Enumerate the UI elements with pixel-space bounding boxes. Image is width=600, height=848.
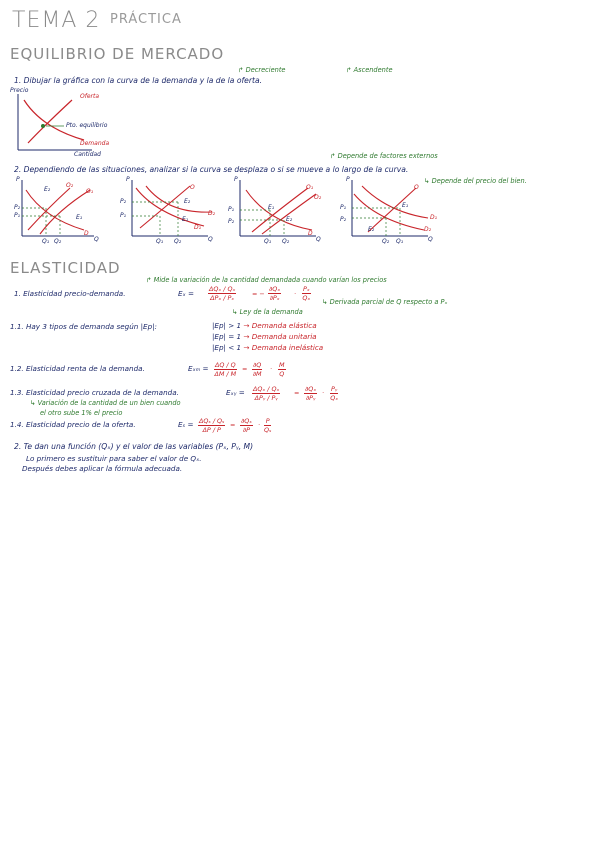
graph1-x-label: Cantidad [74,151,101,158]
annotation-otro-sube: el otro sube 1% el precio [40,409,123,417]
tipo-inelastica: |Ep| < 1 → Demanda inelástica [212,343,324,352]
annotation-variacion: ↳ Variación de la cantidad de un bien cuando [30,399,181,407]
item-1-2-E: Eₓₘ = [188,364,209,373]
item-1-2-dot: · [270,365,273,373]
item-1-3-derivative: $\frac{\text{∂Qₓ}}{\text{∂Pᵧ}}$ [305,385,317,402]
item-1-1-label: 1.1. Hay 3 tipos de demanda según |Ep|: [10,322,157,331]
graph-supply-decrease: P P₁ P₂ E₁ E₂ O₁ O₂ D Q₁ Q₂ Q [228,176,322,245]
equilibrium-point [41,124,45,128]
item-1-4-derivative: $\frac{\text{∂Qₛ}}{\partial P}$ [241,417,252,434]
annotation-derivada: ↳ Derivada parcial de Q respecto a Pₓ [322,298,448,306]
item-1-3-label: 1.3. Elasticidad precio cruzada de la demanda. [10,388,179,397]
item-1-dot: · [294,290,297,298]
annotation-factores: ↱ Depende de factores externos [330,152,438,160]
item-1-3-dot: · [322,389,325,397]
annotation-ley: ↳ Ley de la demanda [232,308,303,316]
graph1-oferta-label: Oferta [80,93,100,100]
item-1-4-equals: = [230,421,236,429]
graph-demand-decrease: P P₁ P₂ E₁ E₂ O D₁ D₂ Q₂ Q₁ Q [340,176,438,245]
graph-shift-supply: P P₂ P₁ E₂ E₁ O₂ O₁ D Q₁ Q₂ Q [14,176,99,245]
item-1-4-dot: · [258,421,261,429]
annotation-mide: ↱ Mide la variación de la cantidad demandada cuando varían los precios [146,276,387,284]
item-2-line2: Lo primero es sustituir para saber el valor de Qₓ. [26,454,202,463]
graph1-y-label: Precio [10,87,29,94]
item-2-line3: Después debes aplicar la fórmula adecuada. [22,464,183,473]
page-subtitle: PRÁCTICA [110,12,182,27]
item-1-3-fraction: $\frac{\text{ΔQₓ / Qₓ}}{\text{ΔPᵧ / Pᵧ}}$ [253,385,280,402]
item-1-2-label: 1.2. Elasticidad renta de la demanda. [10,364,145,373]
item-1-2-fraction: $\frac{\Delta Q / Q}{\Delta M / M}$ [214,361,237,378]
item-1-4-fraction: $\frac{\text{ΔQₛ / Qₛ}}{\Delta P / P}$ [199,417,225,434]
annotation-decreciente: ↱ Decreciente [238,66,286,74]
item-1-ratio: $\frac{\text{Pₓ}}{\text{Qₓ}}$ [302,285,311,302]
item-1-3-E: Eₓᵧ = [226,388,245,397]
item-1-fraction: $\frac{\text{ΔQₓ / Qₓ}}{\text{ΔPₓ / Pₓ}}$ [209,285,236,302]
section-heading-equilibrio: EQUILIBRIO DE MERCADO [10,45,225,63]
exercise-2-text: 2. Dependiendo de las situaciones, analizar si la curva se desplaza o si se mueve a lo largo de la curva. [14,165,409,174]
annotation-precio: ↳ Depende del precio del bien. [424,177,527,185]
item-1-4-E: Eₛ = [178,420,194,429]
item-1-label: 1. Elasticidad precio-demanda. [14,289,126,298]
graph-shift-demand: P P₂ P₁ E₂ E₁ O D₂ D₁ Q₁ Q₂ Q [120,176,216,245]
exercise-1-text: 1. Dibujar la gráfica con la curva de la demanda y la de la oferta. [14,76,263,85]
demand-curve [24,100,84,140]
item-1-2-ratio: $\frac{M}{Q}$ [279,361,285,378]
item-1-E: Eₓ = [178,289,195,298]
item-1-2-equals: = [242,365,248,373]
graph1-equilibrio-label: Pto. equilibrio [66,122,108,129]
tipo-elastica: |Ep| > 1 → Demanda elástica [212,321,317,330]
item-1-4-ratio: $\frac{P}{\text{Qₛ}}$ [264,417,272,434]
page-title: TEMA 2 [12,8,101,33]
item-1-equals: = − [252,290,265,298]
tipo-unitaria: |Ep| = 1 → Demanda unitaria [212,332,317,341]
section-heading-elasticidad: ELASTICIDAD [10,259,121,277]
item-1-4-label: 1.4. Elasticidad precio de la oferta. [10,420,136,429]
item-2-label: 2. Te dan una función (Qₓ) y el valor de las variables (Pₓ, Pᵧ, M) [14,442,254,451]
item-1-3-ratio: $\frac{\text{Pᵧ}}{\text{Qₓ}}$ [330,385,339,402]
item-1-derivative: $\frac{\text{∂Qₓ}}{\text{∂Pₓ}}$ [269,285,281,302]
item-1-2-derivative: $\frac{\partial Q}{\partial M}$ [252,361,262,378]
item-1-3-equals: = [294,389,300,397]
graph1-demanda-label: Demanda [80,140,110,147]
annotation-ascendente: ↱ Ascendente [346,66,393,74]
